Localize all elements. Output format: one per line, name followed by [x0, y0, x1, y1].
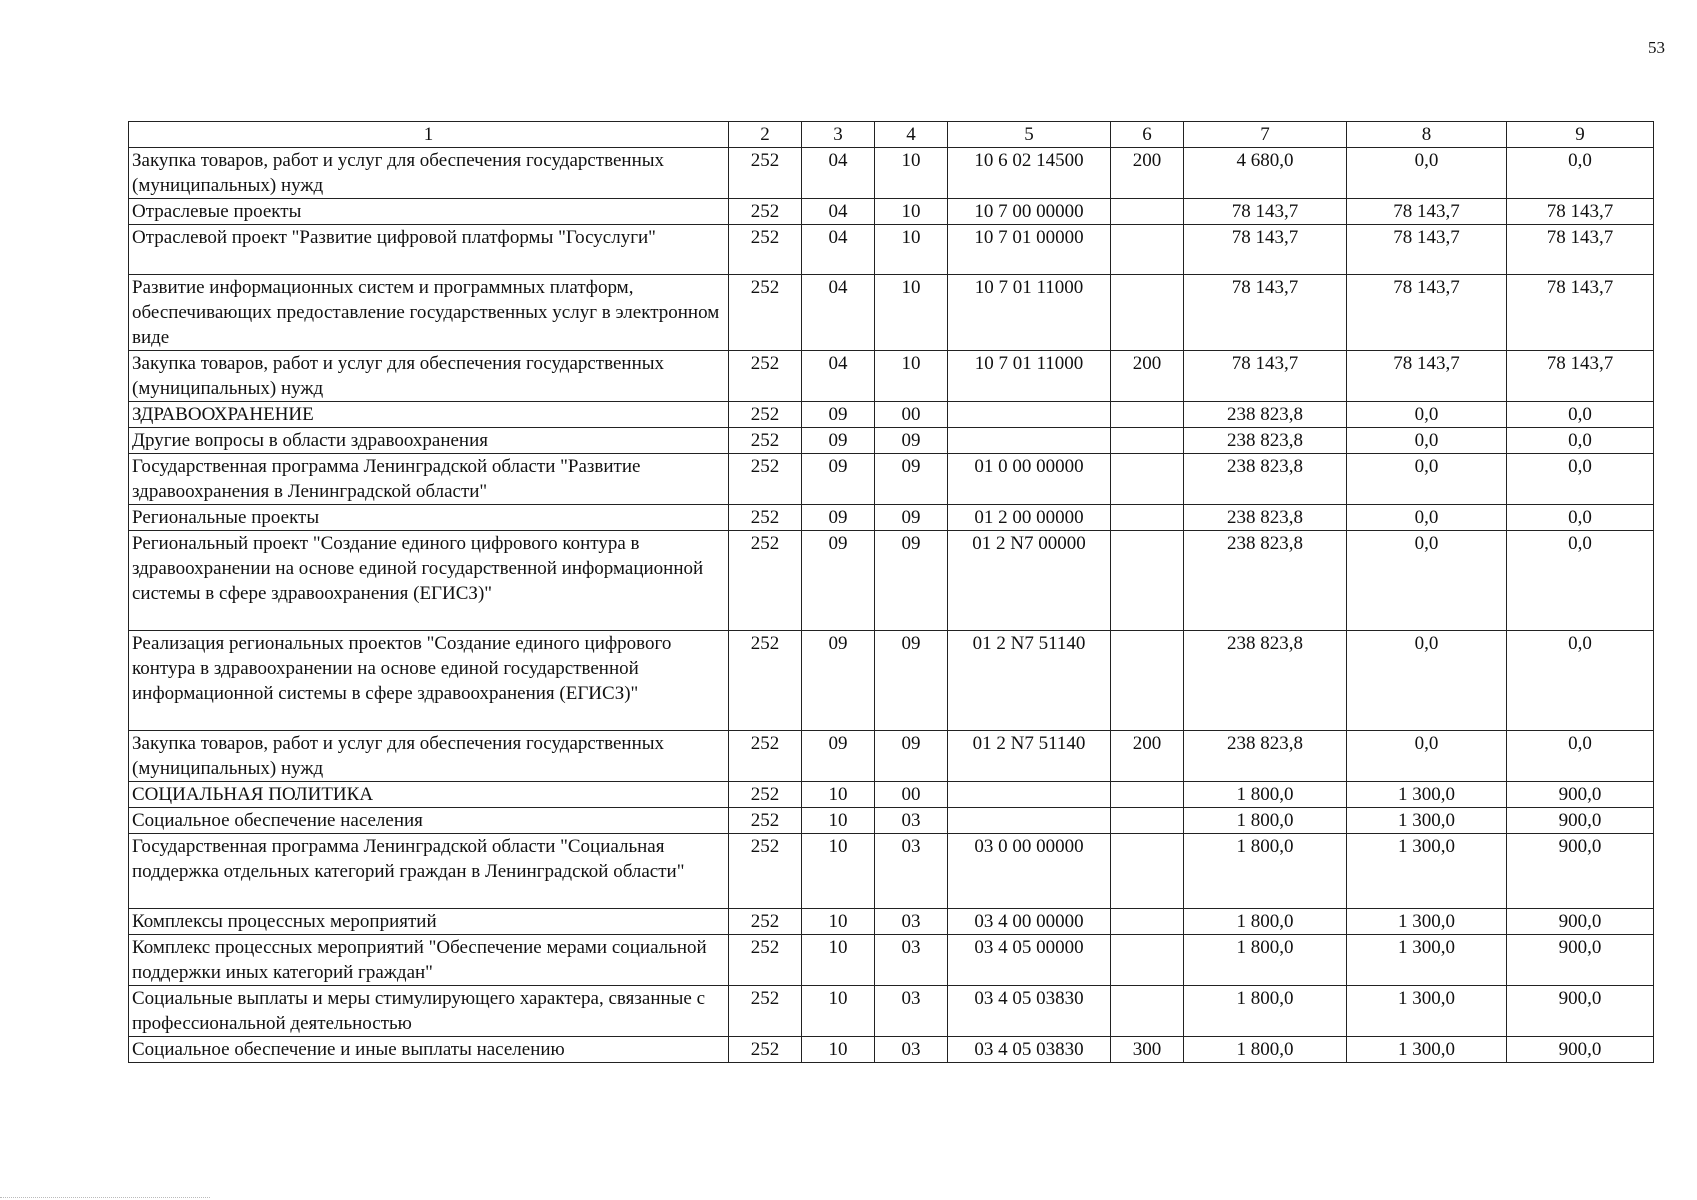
row-name-cell: Отраслевой проект "Развитие цифровой платформы "Госуслуги": [129, 225, 729, 275]
row-name-cell: Социальное обеспечение населения: [129, 808, 729, 834]
code-section-cell: 09: [802, 428, 875, 454]
table-row: [129, 986, 1654, 1037]
amount-col7-cell: 238 823,8: [1184, 731, 1347, 782]
amount-col8-cell: 78 143,7: [1347, 275, 1507, 351]
amount-col8-cell: 1 300,0: [1347, 782, 1507, 808]
amount-col7-cell: 238 823,8: [1184, 505, 1347, 531]
table-row: [129, 834, 1654, 909]
code-target-cell: 10 7 01 11000: [948, 351, 1111, 402]
code-expense-type-cell: [1111, 402, 1184, 428]
amount-col7-cell: 78 143,7: [1184, 275, 1347, 351]
amount-col8-cell: 78 143,7: [1347, 199, 1507, 225]
table-row: [129, 148, 1654, 199]
code-subsection-cell: 10: [875, 275, 948, 351]
amount-col7-cell: 238 823,8: [1184, 428, 1347, 454]
amount-col9-cell: 900,0: [1507, 935, 1654, 986]
code-subsection-cell: 09: [875, 531, 948, 631]
code-section-cell: 09: [802, 454, 875, 505]
code-subsection-cell: 00: [875, 782, 948, 808]
amount-col9-cell: 78 143,7: [1507, 199, 1654, 225]
amount-col7-cell: 1 800,0: [1184, 782, 1347, 808]
code-expense-type-cell: [1111, 986, 1184, 1037]
code-target-cell: 10 7 01 11000: [948, 275, 1111, 351]
code-section-cell: 04: [802, 199, 875, 225]
code-admin-cell: 252: [729, 275, 802, 351]
code-target-cell: 03 4 05 00000: [948, 935, 1111, 986]
amount-col9-cell: 0,0: [1507, 148, 1654, 199]
code-target-cell: 01 2 N7 00000: [948, 531, 1111, 631]
code-admin-cell: 252: [729, 909, 802, 935]
code-expense-type-cell: [1111, 531, 1184, 631]
column-header: 2: [729, 122, 802, 148]
amount-col9-cell: 900,0: [1507, 1037, 1654, 1063]
table-row: [129, 935, 1654, 986]
row-name-cell: Социальные выплаты и меры стимулирующего характера, связанные с профессиональной деятельностью: [129, 986, 729, 1037]
amount-col9-cell: 78 143,7: [1507, 275, 1654, 351]
code-expense-type-cell: [1111, 428, 1184, 454]
column-header: 1: [129, 122, 729, 148]
code-section-cell: 04: [802, 351, 875, 402]
amount-col7-cell: 238 823,8: [1184, 402, 1347, 428]
code-section-cell: 10: [802, 935, 875, 986]
code-section-cell: 10: [802, 808, 875, 834]
amount-col9-cell: 0,0: [1507, 454, 1654, 505]
code-expense-type-cell: [1111, 275, 1184, 351]
amount-col8-cell: 78 143,7: [1347, 225, 1507, 275]
code-target-cell: [948, 808, 1111, 834]
row-name-cell: Социальное обеспечение и иные выплаты населению: [129, 1037, 729, 1063]
code-expense-type-cell: 200: [1111, 731, 1184, 782]
amount-col9-cell: 900,0: [1507, 782, 1654, 808]
code-admin-cell: 252: [729, 935, 802, 986]
code-subsection-cell: 03: [875, 834, 948, 909]
code-admin-cell: 252: [729, 199, 802, 225]
column-header: 6: [1111, 122, 1184, 148]
row-name-cell: Государственная программа Ленинградской области "Развитие здравоохранения в Ленинградской области": [129, 454, 729, 505]
table-row: [129, 225, 1654, 275]
row-name-cell: Реализация региональных проектов "Создание единого цифрового контура в здравоохранении на основе единой государственной информационной системы в сфере здравоохранения (ЕГИСЗ)": [129, 631, 729, 731]
amount-col8-cell: 1 300,0: [1347, 935, 1507, 986]
code-section-cell: 04: [802, 225, 875, 275]
code-section-cell: 04: [802, 148, 875, 199]
code-target-cell: 01 2 00 00000: [948, 505, 1111, 531]
amount-col7-cell: 78 143,7: [1184, 199, 1347, 225]
code-section-cell: 09: [802, 631, 875, 731]
code-expense-type-cell: [1111, 935, 1184, 986]
amount-col8-cell: 0,0: [1347, 505, 1507, 531]
code-target-cell: 03 0 00 00000: [948, 834, 1111, 909]
amount-col7-cell: 238 823,8: [1184, 631, 1347, 731]
table-row: [129, 808, 1654, 834]
code-target-cell: 01 2 N7 51140: [948, 731, 1111, 782]
code-expense-type-cell: [1111, 505, 1184, 531]
budget-table: [128, 121, 1654, 1063]
row-name-cell: Отраслевые проекты: [129, 199, 729, 225]
row-name-cell: Закупка товаров, работ и услуг для обеспечения государственных (муниципальных) нужд: [129, 351, 729, 402]
amount-col9-cell: 900,0: [1507, 986, 1654, 1037]
code-admin-cell: 252: [729, 148, 802, 199]
amount-col8-cell: 0,0: [1347, 631, 1507, 731]
code-admin-cell: 252: [729, 986, 802, 1037]
table-row: [129, 631, 1654, 731]
code-subsection-cell: 03: [875, 986, 948, 1037]
amount-col9-cell: 78 143,7: [1507, 225, 1654, 275]
code-expense-type-cell: [1111, 782, 1184, 808]
code-subsection-cell: 10: [875, 351, 948, 402]
code-admin-cell: 252: [729, 631, 802, 731]
code-section-cell: 09: [802, 731, 875, 782]
amount-col8-cell: 1 300,0: [1347, 808, 1507, 834]
page-number: 53: [1648, 38, 1665, 57]
code-expense-type-cell: [1111, 199, 1184, 225]
code-admin-cell: 252: [729, 782, 802, 808]
code-target-cell: 03 4 05 03830: [948, 1037, 1111, 1063]
code-target-cell: 10 6 02 14500: [948, 148, 1111, 199]
code-admin-cell: 252: [729, 1037, 802, 1063]
row-name-cell: Государственная программа Ленинградской области "Социальная поддержка отдельных категорий граждан в Ленинградской области": [129, 834, 729, 909]
column-header: 7: [1184, 122, 1347, 148]
code-target-cell: 01 2 N7 51140: [948, 631, 1111, 731]
code-section-cell: 04: [802, 275, 875, 351]
amount-col8-cell: 0,0: [1347, 148, 1507, 199]
code-expense-type-cell: [1111, 834, 1184, 909]
code-section-cell: 10: [802, 834, 875, 909]
code-section-cell: 10: [802, 1037, 875, 1063]
amount-col8-cell: 1 300,0: [1347, 986, 1507, 1037]
code-target-cell: 01 0 00 00000: [948, 454, 1111, 505]
table-row: [129, 199, 1654, 225]
amount-col9-cell: 0,0: [1507, 631, 1654, 731]
code-subsection-cell: 09: [875, 505, 948, 531]
amount-col8-cell: 0,0: [1347, 402, 1507, 428]
code-admin-cell: 252: [729, 402, 802, 428]
code-expense-type-cell: 300: [1111, 1037, 1184, 1063]
code-admin-cell: 252: [729, 428, 802, 454]
table-row: [129, 782, 1654, 808]
amount-col7-cell: 238 823,8: [1184, 454, 1347, 505]
amount-col7-cell: 1 800,0: [1184, 1037, 1347, 1063]
amount-col7-cell: 238 823,8: [1184, 531, 1347, 631]
code-target-cell: 03 4 05 03830: [948, 986, 1111, 1037]
row-name-cell: Региональные проекты: [129, 505, 729, 531]
code-subsection-cell: 03: [875, 1037, 948, 1063]
amount-col7-cell: 1 800,0: [1184, 935, 1347, 986]
code-expense-type-cell: [1111, 909, 1184, 935]
amount-col7-cell: 78 143,7: [1184, 225, 1347, 275]
amount-col8-cell: 0,0: [1347, 531, 1507, 631]
row-name-cell: Другие вопросы в области здравоохранения: [129, 428, 729, 454]
code-admin-cell: 252: [729, 531, 802, 631]
code-target-cell: [948, 428, 1111, 454]
amount-col9-cell: 78 143,7: [1507, 351, 1654, 402]
row-name-cell: Региональный проект "Создание единого цифрового контура в здравоохранении на основе единой государственной информационной системы в сфере здравоохранения (ЕГИСЗ)": [129, 531, 729, 631]
code-expense-type-cell: [1111, 808, 1184, 834]
code-subsection-cell: 09: [875, 428, 948, 454]
table-header-row: [129, 122, 1654, 148]
amount-col7-cell: 1 800,0: [1184, 834, 1347, 909]
code-subsection-cell: 03: [875, 935, 948, 986]
table-row: [129, 428, 1654, 454]
amount-col7-cell: 1 800,0: [1184, 986, 1347, 1037]
code-section-cell: 10: [802, 909, 875, 935]
row-name-cell: Комплексы процессных мероприятий: [129, 909, 729, 935]
table-row: [129, 1037, 1654, 1063]
table-row: [129, 531, 1654, 631]
code-admin-cell: 252: [729, 351, 802, 402]
code-admin-cell: 252: [729, 225, 802, 275]
row-name-cell: Закупка товаров, работ и услуг для обеспечения государственных (муниципальных) нужд: [129, 148, 729, 199]
code-expense-type-cell: 200: [1111, 351, 1184, 402]
code-expense-type-cell: [1111, 631, 1184, 731]
amount-col9-cell: 900,0: [1507, 909, 1654, 935]
amount-col7-cell: 4 680,0: [1184, 148, 1347, 199]
code-section-cell: 10: [802, 782, 875, 808]
amount-col7-cell: 78 143,7: [1184, 351, 1347, 402]
code-expense-type-cell: [1111, 225, 1184, 275]
code-admin-cell: 252: [729, 834, 802, 909]
code-admin-cell: 252: [729, 505, 802, 531]
code-target-cell: [948, 402, 1111, 428]
code-expense-type-cell: 200: [1111, 148, 1184, 199]
table-row: [129, 454, 1654, 505]
column-header: 4: [875, 122, 948, 148]
code-section-cell: 09: [802, 505, 875, 531]
table-row: [129, 402, 1654, 428]
code-subsection-cell: 09: [875, 631, 948, 731]
code-subsection-cell: 09: [875, 454, 948, 505]
column-header: 8: [1347, 122, 1507, 148]
amount-col8-cell: 0,0: [1347, 731, 1507, 782]
code-section-cell: 09: [802, 402, 875, 428]
code-subsection-cell: 03: [875, 909, 948, 935]
amount-col7-cell: 1 800,0: [1184, 808, 1347, 834]
table-row: [129, 909, 1654, 935]
code-admin-cell: 252: [729, 454, 802, 505]
code-subsection-cell: 10: [875, 225, 948, 275]
code-target-cell: [948, 782, 1111, 808]
row-name-cell: Закупка товаров, работ и услуг для обеспечения государственных (муниципальных) нужд: [129, 731, 729, 782]
table-row: [129, 275, 1654, 351]
amount-col9-cell: 900,0: [1507, 834, 1654, 909]
amount-col8-cell: 0,0: [1347, 454, 1507, 505]
code-expense-type-cell: [1111, 454, 1184, 505]
code-subsection-cell: 09: [875, 731, 948, 782]
column-header: 9: [1507, 122, 1654, 148]
code-admin-cell: 252: [729, 808, 802, 834]
amount-col9-cell: 900,0: [1507, 808, 1654, 834]
code-subsection-cell: 03: [875, 808, 948, 834]
row-name-cell: СОЦИАЛЬНАЯ ПОЛИТИКА: [129, 782, 729, 808]
table-row: [129, 351, 1654, 402]
amount-col7-cell: 1 800,0: [1184, 909, 1347, 935]
row-name-cell: Развитие информационных систем и программных платформ, обеспечивающих предоставление государственных услуг в электронном виде: [129, 275, 729, 351]
code-target-cell: 03 4 00 00000: [948, 909, 1111, 935]
code-section-cell: 09: [802, 531, 875, 631]
amount-col8-cell: 1 300,0: [1347, 909, 1507, 935]
row-name-cell: Комплекс процессных мероприятий "Обеспечение мерами социальной поддержки иных категорий граждан": [129, 935, 729, 986]
column-header: 3: [802, 122, 875, 148]
footer-divider: [0, 1197, 210, 1198]
row-name-cell: ЗДРАВООХРАНЕНИЕ: [129, 402, 729, 428]
amount-col9-cell: 0,0: [1507, 505, 1654, 531]
code-subsection-cell: 10: [875, 148, 948, 199]
amount-col9-cell: 0,0: [1507, 402, 1654, 428]
table-row: [129, 505, 1654, 531]
code-target-cell: 10 7 00 00000: [948, 199, 1111, 225]
code-admin-cell: 252: [729, 731, 802, 782]
amount-col8-cell: 0,0: [1347, 428, 1507, 454]
amount-col9-cell: 0,0: [1507, 731, 1654, 782]
amount-col8-cell: 1 300,0: [1347, 834, 1507, 909]
amount-col9-cell: 0,0: [1507, 531, 1654, 631]
amount-col9-cell: 0,0: [1507, 428, 1654, 454]
table-row: [129, 731, 1654, 782]
code-subsection-cell: 10: [875, 199, 948, 225]
code-subsection-cell: 00: [875, 402, 948, 428]
code-target-cell: 10 7 01 00000: [948, 225, 1111, 275]
amount-col8-cell: 78 143,7: [1347, 351, 1507, 402]
column-header: 5: [948, 122, 1111, 148]
amount-col8-cell: 1 300,0: [1347, 1037, 1507, 1063]
code-section-cell: 10: [802, 986, 875, 1037]
